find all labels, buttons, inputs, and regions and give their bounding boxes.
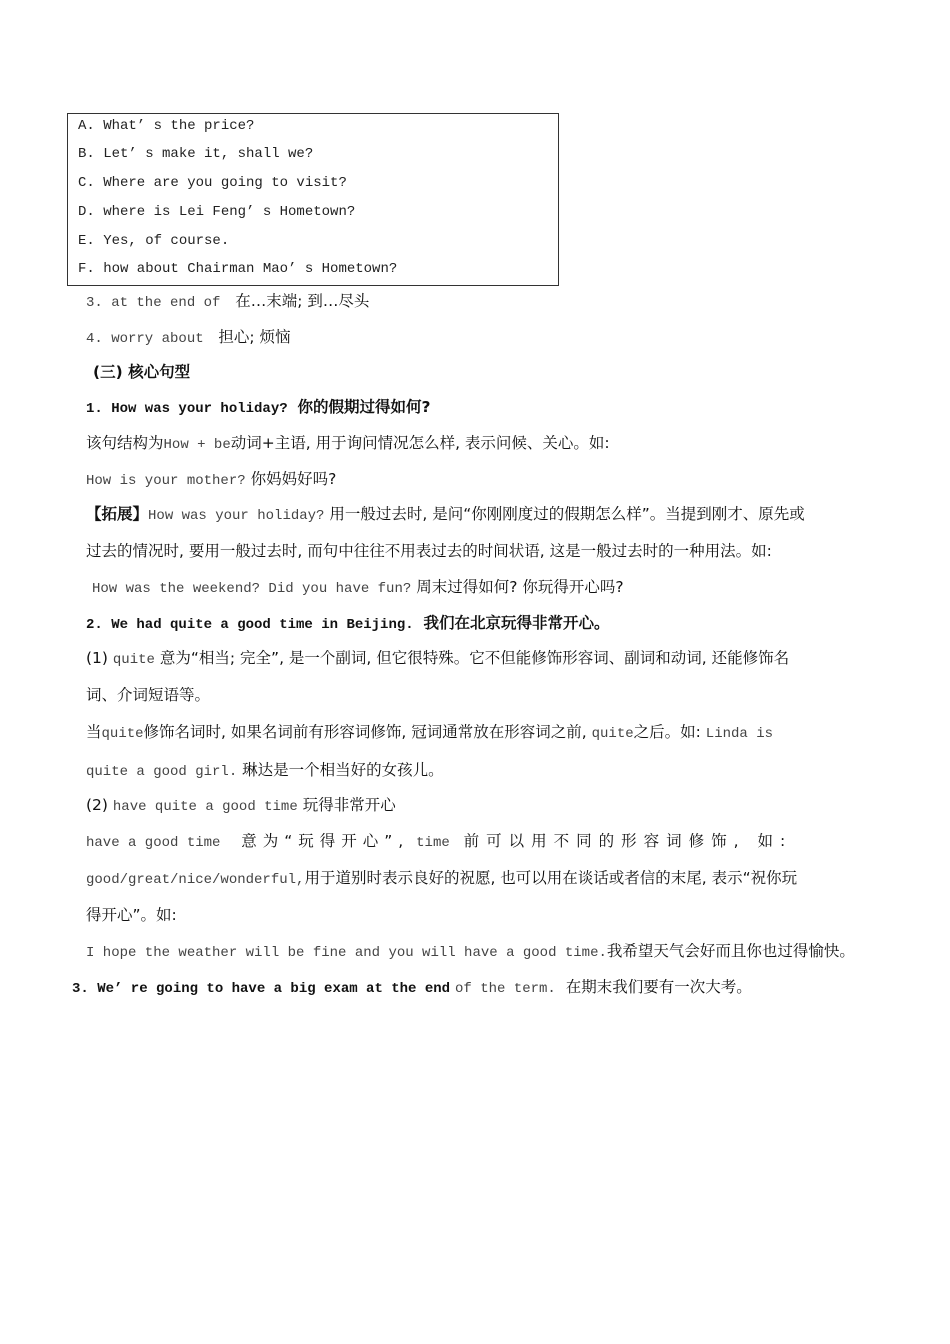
s2-p5 [86, 941, 855, 963]
option-a: A. What’ s the price? [78, 118, 255, 134]
s2-p4-line2 [86, 868, 797, 890]
s2-p4-cn2: 前可以用不同的形容词修饰, 如: [463, 832, 793, 850]
s1-explain-en: How + be [163, 437, 231, 453]
s2-p4-en2: time [416, 835, 450, 851]
s2-p2-en3: Linda is [705, 726, 774, 742]
s2-p1-en: quite [112, 652, 155, 668]
s1-example-en: How is your mother? [86, 473, 246, 489]
s2-p5-en: I hope the weather will be fine and you will have a good time. [86, 945, 607, 961]
phrase-3 [86, 291, 369, 313]
s2-p2-a: 当 [86, 723, 102, 741]
s1-ext-example [92, 577, 624, 599]
option-c: C. Where are you going to visit? [78, 175, 347, 191]
s3-title-en: 3. We’ re going to have a big exam at the end [72, 981, 451, 997]
s1-explain-b: 动词+主语, 用于询问情况怎么样, 表示问候、关心。如: [230, 434, 610, 452]
phrase-4-cn: 担心; 烦恼 [218, 328, 291, 346]
s2-p4-line2-en: good/great/nice/wonderful, [86, 872, 305, 888]
s1-explain-a: 该句结构为 [86, 434, 164, 452]
s1-ext-label: 【拓展】 [86, 505, 149, 523]
s2-p3-cn: 玩得非常开心 [302, 796, 396, 814]
s2-p2 [86, 722, 773, 744]
phrase-4 [86, 327, 291, 349]
options-box [67, 113, 559, 286]
s1-title [86, 397, 431, 419]
s2-title [86, 613, 610, 635]
section-title: (三) 核心句型 [93, 363, 191, 381]
s1-ext-en: How was your holiday? [148, 508, 325, 524]
s2-p2-line2-en: quite a good girl. [86, 764, 238, 780]
s2-p2-b: 修饰名词时, 如果名词前有形容词修饰, 冠词通常放在形容词之前, [143, 723, 587, 741]
s1-ext-line2: 过去的情况时, 要用一般过去时, 而句中往往不用表过去的时间状语, 这是一般过去时的一种用法。如: [86, 542, 772, 560]
s3-title-cn: 在期末我们要有一次大考。 [565, 978, 752, 996]
s2-p2-line2 [86, 760, 444, 782]
phrase-3-cn: 在…末端; 到…尽头 [235, 292, 370, 310]
s2-title-en: 2. We had quite a good time in Beijing. [86, 617, 414, 633]
option-e: E. Yes, of course. [78, 233, 230, 249]
s2-p3-en: have quite a good time [112, 799, 298, 815]
s1-example-cn: 你妈妈好吗? [250, 470, 337, 488]
s2-p3 [86, 795, 396, 817]
option-b: B. Let’ s make it, shall we? [78, 146, 314, 162]
s3-title-en2: of the term. [455, 981, 556, 997]
s2-p4 [86, 831, 792, 853]
s2-p3-num: (2) [86, 796, 108, 814]
phrase-4-en: 4. worry about [86, 331, 204, 347]
s2-p2-c: 之后。如: [633, 723, 701, 741]
s2-p4-line3: 得开心”。如: [86, 906, 177, 924]
s3-title [72, 977, 752, 999]
s2-p1-line2: 词、介词短语等。 [86, 686, 211, 704]
s2-p1-cn: 意为“相当; 完全”, 是一个副词, 但它很特殊。它不但能修饰形容词、副词和动词, 还能修饰名 [159, 649, 790, 667]
phrase-3-en: 3. at the end of [86, 295, 221, 311]
s2-p1 [86, 648, 789, 670]
s1-explain [86, 433, 610, 455]
option-f: F. how about Chairman Mao’ s Hometown? [78, 261, 398, 277]
s2-p2-en2: quite [591, 726, 634, 742]
s2-p2-en1: quite [101, 726, 144, 742]
s2-p5-cn: 我希望天气会好而且你也过得愉快。 [606, 942, 855, 960]
s1-title-en: 1. How was your holiday? [86, 401, 288, 417]
s1-ext-example-en: How was the weekend? Did you have fun? [92, 581, 412, 597]
s1-ext-cn: 用一般过去时, 是问“你刚刚度过的假期怎么样”。当提到刚才、原先或 [329, 505, 805, 523]
s2-title-cn: 我们在北京玩得非常开心。 [423, 614, 610, 632]
s2-p1-num: (1) [86, 649, 108, 667]
option-d: D. where is Lei Feng’ s Hometown? [78, 204, 356, 220]
s2-p4-cn1: 意为“玩得开心”, [241, 832, 410, 850]
s1-example [86, 469, 336, 491]
s2-p4-en1: have a good time [86, 835, 221, 851]
s1-ext [86, 504, 805, 526]
s2-p2-line2-cn: 琳达是一个相当好的女孩儿。 [242, 761, 444, 779]
s1-ext-example-cn: 周末过得如何? 你玩得开心吗? [416, 578, 624, 596]
s2-p4-line2-cn: 用于道别时表示良好的祝愿, 也可以用在谈话或者信的末尾, 表示“祝你玩 [304, 869, 798, 887]
s1-title-cn: 你的假期过得如何? [297, 398, 431, 416]
